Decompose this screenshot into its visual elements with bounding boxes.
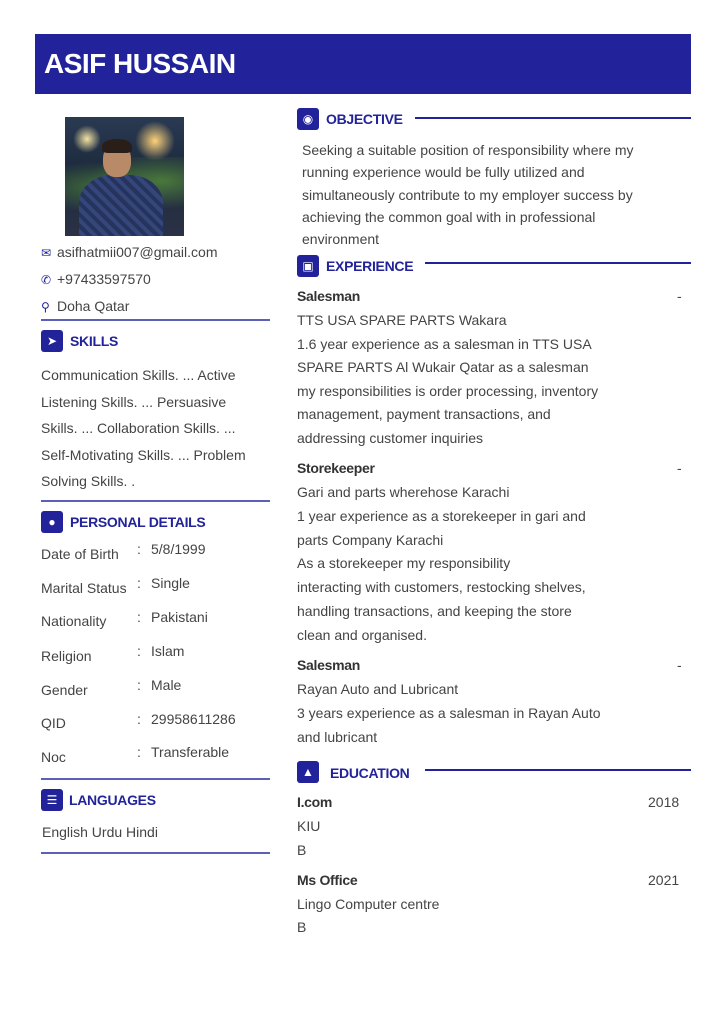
graduation-cap-icon: ▲ [297,761,319,783]
job-date: - [677,288,682,304]
education-title-item: Ms Office [297,872,358,888]
rocket-icon: ➤ [41,330,63,352]
divider [41,500,270,502]
personal-details-title: PERSONAL DETAILS [70,514,206,530]
education-title: EDUCATION [330,765,410,781]
phone-icon: ✆ [41,273,52,287]
divider [425,769,691,771]
profile-photo [65,117,184,236]
job-title: Storekeeper [297,460,375,476]
objective-title: OBJECTIVE [326,111,403,127]
education-year: 2018 [648,794,680,810]
education-title-item: I.com [297,794,333,810]
pd-value: 29958611286 [151,711,236,727]
pd-value: Islam [151,643,185,659]
pd-label: Date of Birth [41,546,119,562]
divider [415,117,691,119]
languages-list: English Urdu Hindi [42,824,158,840]
job-title: Salesman [297,657,360,673]
divider [425,262,691,264]
job-date: - [677,657,682,673]
languages-title: LANGUAGES [69,792,156,808]
pd-label: Religion [41,648,92,664]
divider [41,319,270,321]
pd-label: Nationality [41,613,107,629]
pd-value: Transferable [151,744,230,760]
book-icon: ☰ [41,789,63,811]
contact-location: ⚲ Doha Qatar [41,298,130,314]
pd-label: Marital Status [41,580,127,596]
envelope-icon: ✉ [41,246,52,260]
pd-label: Noc [41,749,66,765]
divider [41,778,270,780]
pd-value: 5/8/1999 [151,541,206,557]
briefcase-icon: ▣ [297,255,319,277]
pd-label: QID [41,715,66,731]
person-icon: ● [41,511,63,533]
pd-label: Gender [41,682,88,698]
skills-title: SKILLS [70,333,118,349]
job-title: Salesman [297,288,360,304]
pd-value: Male [151,677,182,693]
pd-value: Single [151,575,190,591]
target-icon: ◉ [297,108,319,130]
map-pin-icon: ⚲ [41,300,50,314]
pd-value: Pakistani [151,609,208,625]
education-year: 2021 [648,872,680,888]
contact-phone: ✆ +97433597570 [41,271,151,287]
divider [41,852,270,854]
contact-email: ✉ asifhatmii007@gmail.com [41,244,218,260]
objective-text: Seeking a suitable position of responsibility where my running experience would be fully utilized and simultaneously contribute to my employer success by achieving the common goal with in professional environment [302,142,634,248]
skills-list: Communication Skills. ... Active Listening Skills. ... Persuasive Skills. ... Collaboration Skills. ... Self-Motivating Skills. ... Problem Solving Skills. . [41,367,246,489]
job-date: - [677,460,682,476]
name-header [35,34,691,94]
experience-title: EXPERIENCE [326,258,414,274]
candidate-name: ASIF HUSSAIN [44,48,236,79]
